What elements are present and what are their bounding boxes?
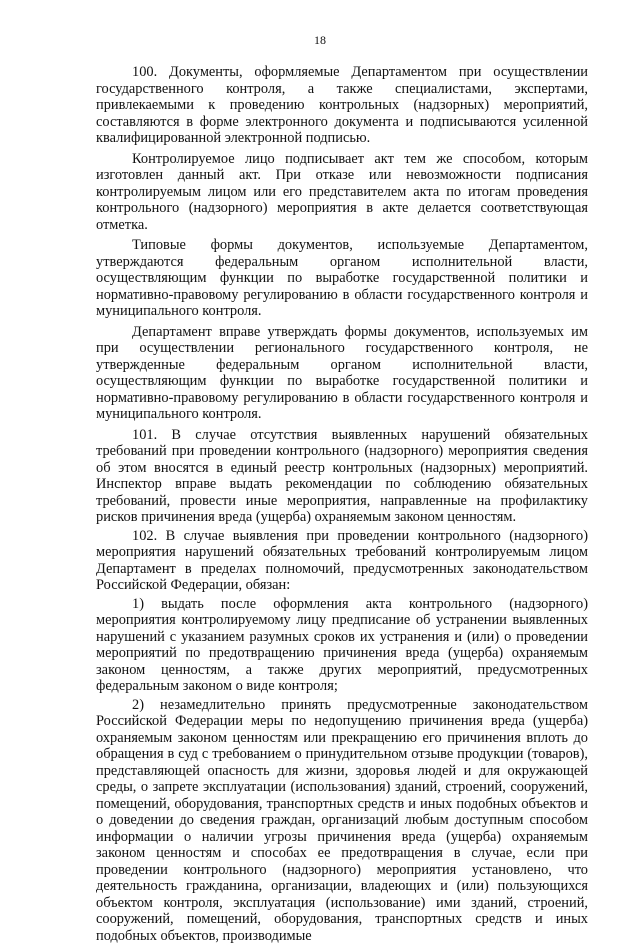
list-item-2-measures: 2) незамедлительно принять предусмотренные законодательством Российской Федерации меры по недопущению причинения вреда (ущерба) охраняемым законом ценностям или прекращению его причинения вплоть до обращения в суд с требованием о принудительном отзыве продукции (товаров), представляющей опасность для жизни, здоровья людей и для окружающей среды, о запрете эксплуатации (использования) зданий, строений, сооружений, помещений, оборудования, транспортных средств и иных подобных объектов и о доведении до сведения граждан, организаций любым доступным способом информации о наличии угрозы причинения вреда (ущерба) охраняемым законом ценностям и способах ее предотвращения в случае, если при проведении контрольного (надзорного) мероприятия установлено, что деятельность гражданина, организации, владеющих и (или) пользующихся объектом контроля, эксплуатация (использование) ими зданий, строений, сооружений, помещений, оборудования, транспортных средств и иных подобных объектов, производимые — [96, 696, 588, 944]
paragraph-101-no-violations: 101. В случае отсутствия выявленных нарушений обязательных требований при проведении контрольного (надзорного) мероприятия сведения об этом вносятся в единый реестр контрольных (надзорных) мероприятий. Инспектор вправе выдать рекомендации по соблюдению обязательных требований, провести иные мероприятия, направленные на профилактику рисков причинения вреда (ущерба) охраняемым законом ценностям. — [96, 426, 588, 525]
paragraph-department-forms: Департамент вправе утверждать формы документов, используемых им при осуществлении регионального государственного контроля, не утвержденные федеральным органом исполнительной власти, осуществляющим функции по выработке государственной политики и нормативно-правовому регулированию в области государственного контроля и муниципального контроля. — [96, 323, 588, 422]
paragraph-102-violations: 102. В случае выявления при проведении контрольного (надзорного) мероприятия нарушений обязательных требований контролируемым лицом Департамент в пределах полномочий, предусмотренных законодательством Российской Федерации, обязан: — [96, 527, 588, 593]
paragraph-act-signing: Контролируемое лицо подписывает акт тем же способом, которым изготовлен данный акт. При отказе или невозможности подписания контролируемым лицом или его представителем акта по итогам проведения контрольного (надзорного) мероприятия в акте делается соответствующая отметка. — [96, 150, 588, 233]
document-body — [96, 64, 588, 946]
list-item-1-prescription: 1) выдать после оформления акта контрольного (надзорного) мероприятия контролируемому лицу предписание об устранении выявленных нарушений с указанием разумных сроков их устранения и (или) о проведении мероприятий по предотвращению причинения вреда (ущерба) охраняемым законом ценностям, а также других мероприятий, предусмотренных федеральным законом о виде контроля; — [96, 595, 588, 694]
page-number: 18 — [314, 33, 326, 47]
paragraph-typical-forms: Типовые формы документов, используемые Департаментом, утверждаются федеральным органом исполнительной власти, осуществляющим функции по выработке государственной политики и нормативно-правовому регулированию в области государственного контроля и муниципального контроля. — [96, 237, 588, 319]
paragraph-100-documents: 100. Документы, оформляемые Департаментом при осуществлении государственного контроля, а также специалистами, экспертами, привлекаемыми к проведению контрольных (надзорных) мероприятий, составляются в форме электронного документа и подписываются усиленной квалифицированной электронной подписью. — [96, 64, 588, 146]
